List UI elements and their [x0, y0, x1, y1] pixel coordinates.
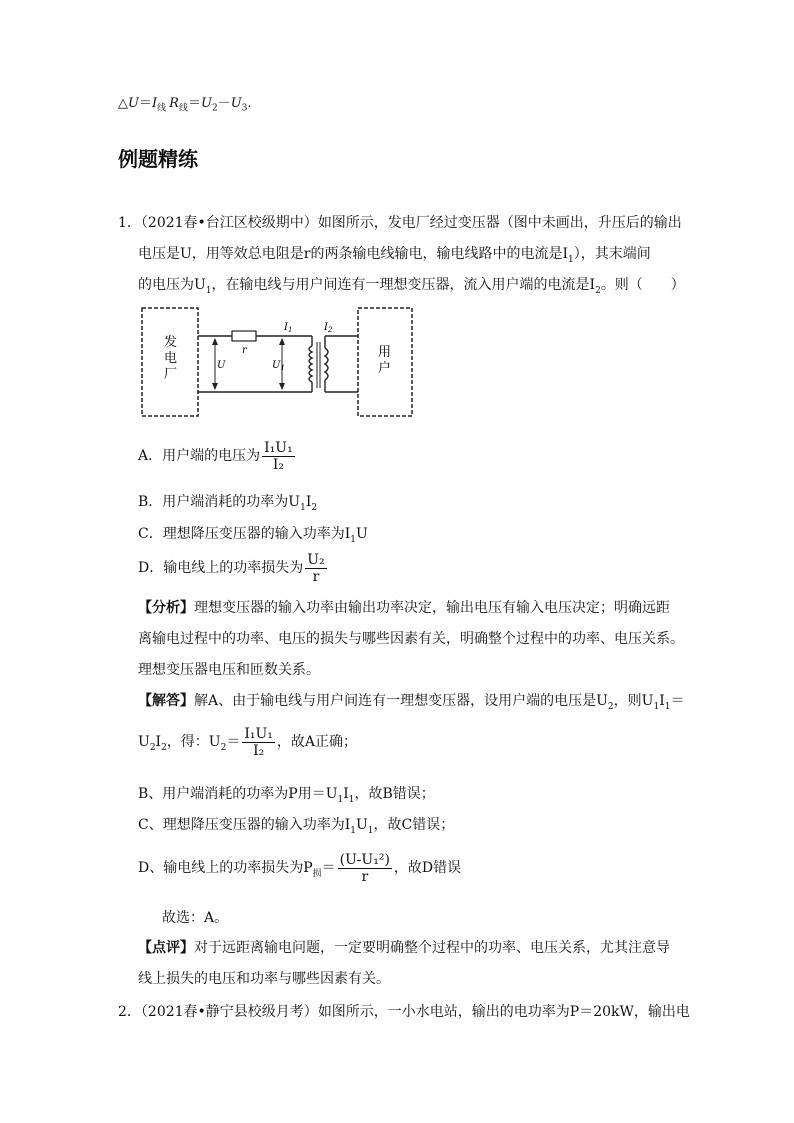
formula-voltage-drop: $\triangle U=I_线$ $R_线=U_2-U_3$. [118, 96, 252, 114]
solution-choice: 故选：A。 [162, 910, 229, 926]
solution-line-b: B、用户端消耗的功率为P用$=U_1I_1$，故B错误； [138, 786, 435, 805]
user-char-1: 用 [378, 345, 392, 360]
plant-char-1: 发 [164, 335, 178, 350]
user-char-2: 户 [378, 361, 392, 376]
analysis-line3: 理想变压器电压和匝数关系。 [138, 662, 320, 678]
analysis-line1: 【分析】理想变压器的输入功率由输出功率决定，输出电压有输入电压决定；明确远距 [138, 600, 670, 616]
option-c: C．理想降压变压器的输入功率为$I_1U$ [138, 526, 368, 545]
solution-line1: 【解答】解A、由于输电线与用户间连有一理想变压器，设用户端的电压是$U_2$，则$U_1I_1=$ [138, 693, 685, 712]
label-U: U [217, 360, 226, 371]
label-U1: $U_1$ [272, 360, 285, 372]
label-r: r [242, 345, 247, 356]
solution-line2: $U_2I_2$，得：$U_2=$ $\frac{\text{I₁U₁}}{\text{I₂}}$ ，故A正确； [138, 725, 358, 759]
resistor-r [232, 331, 256, 341]
label-I2: $I_2$ [324, 322, 333, 334]
analysis-line2: 离输电过程中的功率、电压的损失与哪些因素有关，明确整个过程中的功率、电压关系。 [138, 631, 684, 647]
q2-line1: 2．（2021春•静宁县校级月考）如图所示，一小水电站，输出的电功率为P＝20kW，输出电 [118, 1004, 690, 1020]
q1-line1: 1．（2021春•台江区校级期中）如图所示，发电厂经过变压器（图中未画出，升压后的输出 [118, 215, 682, 231]
solution-line-d: D、输电线上的功率损失为$P_损=$ $\frac{\text{(U-U₁²)}}{r}$ ，故D错误 [138, 851, 462, 885]
plant-char-3: 厂 [164, 367, 178, 382]
label-I1: $I_1$ [284, 322, 293, 334]
circuit-diagram [136, 302, 426, 422]
solution-line-c: C、理想降压变压器的输入功率为$I_1U_1$，故C错误； [138, 817, 455, 836]
primary-coil [309, 346, 312, 382]
section-title: 例题精练 [118, 147, 198, 171]
plant-char-2: 电 [164, 351, 178, 366]
q1-line2: 电压是U，用等效总电阻是r的两条输电线输电，输电线路中的电流是$I_1$），其末端间 [138, 246, 651, 265]
comment-line1: 【点评】对于远距离输电问题，一定要明确整个过程中的功率、电压关系，尤其注意导 [138, 940, 670, 956]
option-a: A．用户端的电压为 $\frac{\text{I₁U₁}}{\text{I₂}}$ [138, 439, 293, 473]
option-d: D．输电线上的功率损失为 $\frac{\text{U₂}}{r}$ [138, 551, 325, 585]
q1-line3: 的电压为$U_1$，在输电线与用户间连有一理想变压器，流入用户端的电流是$I_2$。则（ ） [138, 277, 685, 296]
comment-line2: 线上损失的电压和功率与哪些因素有关。 [138, 971, 390, 987]
secondary-coil [325, 348, 328, 380]
option-b: B．用户端消耗的功率为$U_1I_2$ [138, 494, 318, 513]
